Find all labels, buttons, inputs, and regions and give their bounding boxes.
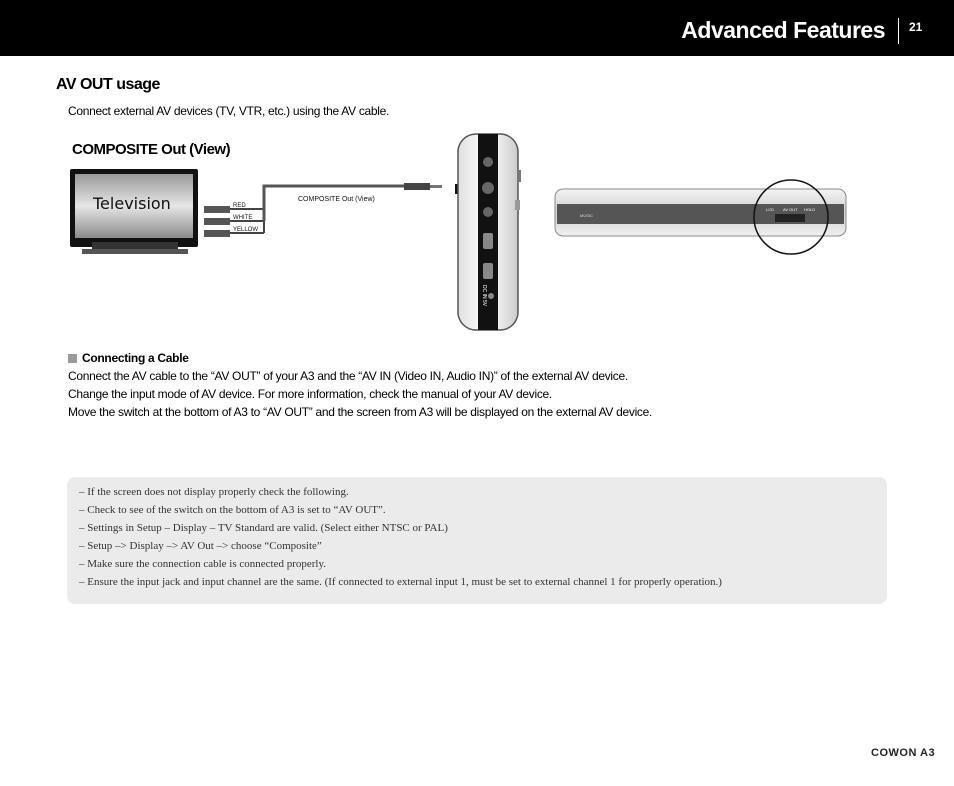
connecting-section [68, 349, 652, 421]
cable-label-composite: COMPOSITE Out (View) [298, 196, 375, 203]
connection-diagram [0, 130, 954, 335]
television-label: Television [93, 194, 171, 213]
note-item: – Make sure the connection cable is connected properly. [79, 558, 326, 570]
cable-label-red: RED [233, 203, 246, 209]
section-intro: Connect external AV devices (TV, VTR, etc.) using the AV cable. [68, 104, 390, 118]
connecting-line: Move the switch at the bottom of A3 to “AV OUT” and the screen from A3 will be displayed on the external AV device. [68, 405, 653, 419]
cable-label-white: WHITE [233, 215, 253, 221]
header-divider [898, 18, 899, 44]
footer-brand: COWON A3 [871, 747, 936, 759]
note-list [79, 485, 722, 593]
device-side-view [458, 134, 521, 330]
note-item: – Settings in Setup – Display – TV Standard are valid. (Select either NTSC or PAL) [79, 522, 448, 534]
square-bullet-icon [68, 354, 77, 363]
rca-plugs [204, 203, 264, 237]
device-port-label: DC IN 5V [481, 285, 487, 307]
composite-title: COMPOSITE Out (View) [72, 141, 231, 158]
page-title: Advanced Features [681, 17, 885, 43]
note-item: – If the screen does not display properly check the following. [79, 486, 349, 498]
page-number: 21 [909, 20, 923, 34]
note-item: – Ensure the input jack and input channel are the same. (If connected to external input 1, must be set to external channel 1 for properly operation.) [79, 576, 722, 588]
note-box [67, 477, 887, 604]
connecting-heading-text: Connecting a Cable [82, 351, 189, 365]
note-item: – Setup –> Display –> AV Out –> choose “Composite” [79, 540, 322, 552]
section-title: AV OUT usage [56, 76, 160, 93]
connecting-line: Change the input mode of AV device. For more information, check the manual of your AV device. [68, 387, 552, 401]
connecting-line: Connect the AV cable to the “AV OUT” of your A3 and the “AV IN (Video IN, Audio IN)” of the external AV device. [68, 369, 628, 383]
device-bottom-view [555, 180, 846, 254]
television [70, 169, 198, 254]
composite-cable [264, 183, 442, 221]
device-badge: MUSIC [580, 213, 593, 218]
cable-label-yellow: YELLOW [233, 227, 259, 233]
switch-label-hold: HOLD [804, 207, 816, 212]
page-header [0, 0, 954, 56]
note-item: – Check to see of the switch on the bottom of A3 is set to “AV OUT”. [79, 504, 386, 516]
connecting-heading [68, 349, 652, 367]
switch-label-av-out: AV OUT [783, 207, 798, 212]
switch-label-lcd: LCD [766, 207, 775, 212]
